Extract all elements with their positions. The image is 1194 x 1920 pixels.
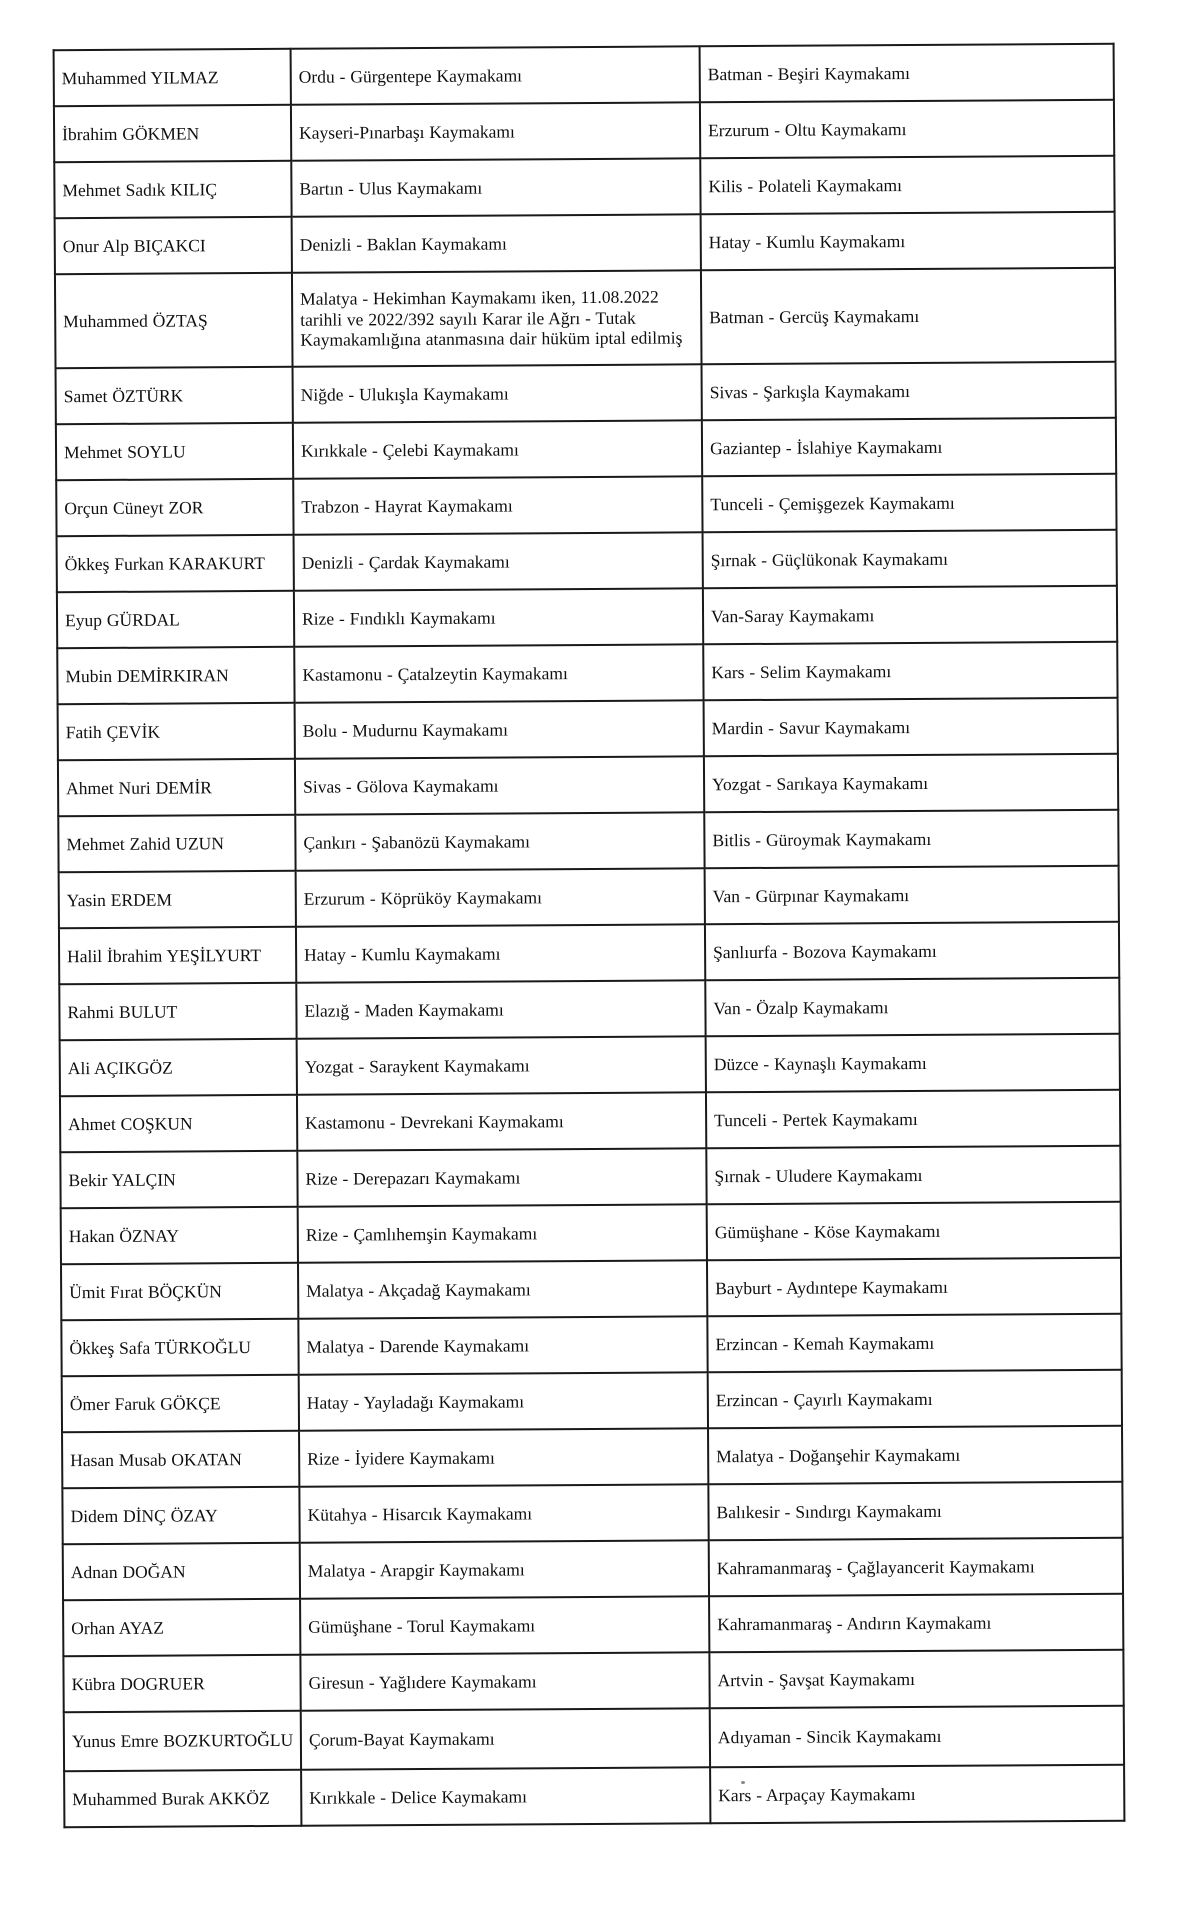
new-post-cell: Tunceli - Pertek Kaymakamı bbox=[706, 1090, 1120, 1149]
table-row bbox=[54, 100, 1114, 162]
official-name-cell: Ali AÇIKGÖZ bbox=[60, 1039, 297, 1096]
previous-post-cell: Rize - Çamlıhemşin Kaymakamı bbox=[298, 1204, 707, 1262]
new-post-cell: Şanlıurfa - Bozova Kaymakamı bbox=[705, 922, 1119, 981]
table-row bbox=[54, 156, 1114, 218]
new-post-cell: Hatay - Kumlu Kaymakamı bbox=[701, 212, 1115, 271]
previous-post-cell: Hatay - Kumlu Kaymakamı bbox=[296, 924, 705, 982]
table-row bbox=[56, 418, 1116, 480]
previous-post-cell: Malatya - Darende Kaymakamı bbox=[298, 1316, 707, 1374]
previous-post-cell: Kayseri-Pınarbaşı Kaymakamı bbox=[291, 102, 700, 160]
official-name-cell: Didem DİNÇ ÖZAY bbox=[62, 1487, 299, 1544]
new-post-cell: Kars - Selim Kaymakamı bbox=[703, 642, 1117, 701]
table-row bbox=[58, 810, 1118, 872]
table-row bbox=[57, 530, 1117, 592]
previous-post-cell: Kırıkkale - Delice Kaymakamı bbox=[301, 1767, 710, 1825]
new-post-cell: Gaziantep - İslahiye Kaymakamı bbox=[702, 418, 1116, 477]
previous-post-cell: Yozgat - Saraykent Kaymakamı bbox=[297, 1036, 706, 1094]
table-row bbox=[55, 268, 1116, 368]
official-name-cell: Bekir YALÇIN bbox=[60, 1151, 297, 1208]
new-post-cell: Balıkesir - Sındırgı Kaymakamı bbox=[708, 1482, 1122, 1541]
table-row bbox=[60, 1090, 1120, 1152]
new-post-cell: Van-Saray Kaymakamı bbox=[703, 586, 1117, 645]
previous-post-cell: Ordu - Gürgentepe Kaymakamı bbox=[291, 46, 700, 104]
previous-post-cell: Erzurum - Köprüköy Kaymakamı bbox=[296, 868, 705, 926]
previous-post-cell: Gümüşhane - Torul Kaymakamı bbox=[300, 1596, 709, 1654]
previous-post-cell: Elazığ - Maden Kaymakamı bbox=[296, 980, 705, 1038]
table-row bbox=[63, 1594, 1123, 1656]
table-row bbox=[62, 1426, 1122, 1488]
table-row bbox=[56, 362, 1116, 424]
new-post-cell: Kahramanmaraş - Andırın Kaymakamı bbox=[709, 1594, 1123, 1653]
new-post-cell: Yozgat - Sarıkaya Kaymakamı bbox=[704, 754, 1118, 813]
appointments-table-body bbox=[54, 44, 1125, 1827]
table-row bbox=[64, 1706, 1124, 1771]
official-name-cell: Mubin DEMİRKIRAN bbox=[57, 647, 294, 704]
table-row bbox=[63, 1538, 1123, 1600]
scan-speck bbox=[741, 1781, 745, 1784]
table-row bbox=[62, 1370, 1122, 1432]
previous-post-cell: Kastamonu - Çatalzeytin Kaymakamı bbox=[294, 644, 703, 702]
previous-post-cell: Sivas - Gölova Kaymakamı bbox=[295, 756, 704, 814]
new-post-cell: Van - Gürpınar Kaymakamı bbox=[705, 866, 1119, 925]
previous-post-cell: Malatya - Akçadağ Kaymakamı bbox=[298, 1260, 707, 1318]
new-post-cell: Kahramanmaraş - Çağlayancerit Kaymakamı bbox=[709, 1538, 1123, 1597]
official-name-cell: İbrahim GÖKMEN bbox=[54, 105, 291, 162]
previous-post-cell: Rize - Derepazarı Kaymakamı bbox=[297, 1148, 706, 1206]
new-post-cell: Sivas - Şarkışla Kaymakamı bbox=[702, 362, 1116, 421]
previous-post-cell: Bolu - Mudurnu Kaymakamı bbox=[295, 700, 704, 758]
new-post-cell: Bitlis - Güroymak Kaymakamı bbox=[704, 810, 1118, 869]
table-row bbox=[54, 44, 1114, 106]
previous-post-cell: Malatya - Hekimhan Kaymakamı iken, 11.08.2022 tarihli ve 2022/392 sayılı Karar ile Ağrı - Tutak Kaymakamlığına atanmasına dair hüküm iptal edilmiş bbox=[292, 270, 702, 366]
appointments-table-container bbox=[53, 43, 1126, 1828]
official-name-cell: Ökkeş Furkan KARAKURT bbox=[57, 535, 294, 592]
new-post-cell: Şırnak - Uludere Kaymakamı bbox=[706, 1146, 1120, 1205]
new-post-cell: Kilis - Polateli Kaymakamı bbox=[700, 156, 1114, 215]
table-row bbox=[59, 978, 1119, 1040]
new-post-cell: Erzincan - Kemah Kaymakamı bbox=[707, 1314, 1121, 1373]
previous-post-cell: Denizli - Baklan Kaymakamı bbox=[292, 214, 701, 272]
new-post-cell: Adıyaman - Sincik Kaymakamı bbox=[710, 1706, 1124, 1768]
official-name-cell: Hakan ÖZNAY bbox=[61, 1207, 298, 1264]
official-name-cell: Muhammed ÖZTAŞ bbox=[55, 273, 293, 368]
new-post-cell: Bayburt - Aydıntepe Kaymakamı bbox=[707, 1258, 1121, 1317]
official-name-cell: Ökkeş Safa TÜRKOĞLU bbox=[61, 1319, 298, 1376]
table-row bbox=[59, 922, 1119, 984]
official-name-cell: Muhammed Burak AKKÖZ bbox=[64, 1770, 301, 1827]
official-name-cell: Mehmet SOYLU bbox=[56, 423, 293, 480]
new-post-cell: Malatya - Doğanşehir Kaymakamı bbox=[708, 1426, 1122, 1485]
official-name-cell: Muhammed YILMAZ bbox=[54, 49, 291, 106]
table-row bbox=[58, 698, 1118, 760]
official-name-cell: Ümit Fırat BÖÇKÜN bbox=[61, 1263, 298, 1320]
official-name-cell: Orhan AYAZ bbox=[63, 1599, 300, 1656]
official-name-cell: Mehmet Zahid UZUN bbox=[58, 815, 295, 872]
table-row bbox=[63, 1650, 1123, 1712]
official-name-cell: Rahmi BULUT bbox=[59, 983, 296, 1040]
official-name-cell: Orçun Cüneyt ZOR bbox=[56, 479, 293, 536]
official-name-cell: Yunus Emre BOZKURTOĞLU bbox=[64, 1711, 301, 1771]
table-row bbox=[59, 866, 1119, 928]
official-name-cell: Fatih ÇEVİK bbox=[58, 703, 295, 760]
previous-post-cell: Çankırı - Şabanözü Kaymakamı bbox=[295, 812, 704, 870]
new-post-cell: Kars - Arpaçay Kaymakamı bbox=[710, 1765, 1124, 1824]
new-post-cell: Erzurum - Oltu Kaymakamı bbox=[700, 100, 1114, 159]
table-row bbox=[60, 1146, 1120, 1208]
appointments-table bbox=[53, 43, 1126, 1828]
new-post-cell: Tunceli - Çemişgezek Kaymakamı bbox=[702, 474, 1116, 533]
new-post-cell: Artvin - Şavşat Kaymakamı bbox=[709, 1650, 1123, 1709]
new-post-cell: Gümüşhane - Köse Kaymakamı bbox=[707, 1202, 1121, 1261]
table-row bbox=[62, 1482, 1122, 1544]
official-name-cell: Kübra DOGRUER bbox=[63, 1655, 300, 1712]
previous-post-cell: Bartın - Ulus Kaymakamı bbox=[291, 158, 700, 216]
new-post-cell: Batman - Gercüş Kaymakamı bbox=[701, 268, 1116, 365]
table-row bbox=[64, 1765, 1124, 1827]
official-name-cell: Ahmet COŞKUN bbox=[60, 1095, 297, 1152]
table-row bbox=[61, 1202, 1121, 1264]
previous-post-cell: Çorum-Bayat Kaymakamı bbox=[301, 1708, 710, 1769]
official-name-cell: Eyup GÜRDAL bbox=[57, 591, 294, 648]
previous-post-cell: Trabzon - Hayrat Kaymakamı bbox=[293, 476, 702, 534]
previous-post-cell: Kırıkkale - Çelebi Kaymakamı bbox=[293, 420, 702, 478]
new-post-cell: Batman - Beşiri Kaymakamı bbox=[700, 44, 1114, 103]
official-name-cell: Halil İbrahim YEŞİLYURT bbox=[59, 927, 296, 984]
official-name-cell: Ömer Faruk GÖKÇE bbox=[62, 1375, 299, 1432]
table-row bbox=[57, 586, 1117, 648]
previous-post-cell: Denizli - Çardak Kaymakamı bbox=[294, 532, 703, 590]
table-row bbox=[56, 474, 1116, 536]
new-post-cell: Düzce - Kaynaşlı Kaymakamı bbox=[706, 1034, 1120, 1093]
new-post-cell: Erzincan - Çayırlı Kaymakamı bbox=[708, 1370, 1122, 1429]
previous-post-cell: Hatay - Yayladağı Kaymakamı bbox=[299, 1372, 708, 1430]
official-name-cell: Samet ÖZTÜRK bbox=[56, 367, 293, 424]
official-name-cell: Hasan Musab OKATAN bbox=[62, 1431, 299, 1488]
previous-post-cell: Niğde - Ulukışla Kaymakamı bbox=[293, 364, 702, 422]
previous-post-cell: Rize - İyidere Kaymakamı bbox=[299, 1428, 708, 1486]
official-name-cell: Mehmet Sadık KILIÇ bbox=[54, 161, 291, 218]
table-row bbox=[61, 1258, 1121, 1320]
previous-post-cell: Malatya - Arapgir Kaymakamı bbox=[300, 1540, 709, 1598]
table-row bbox=[58, 754, 1118, 816]
previous-post-cell: Kastamonu - Devrekani Kaymakamı bbox=[297, 1092, 706, 1150]
new-post-cell: Şırnak - Güçlükonak Kaymakamı bbox=[703, 530, 1117, 589]
previous-post-cell: Rize - Fındıklı Kaymakamı bbox=[294, 588, 703, 646]
official-name-cell: Onur Alp BIÇAKCI bbox=[55, 217, 292, 274]
new-post-cell: Van - Özalp Kaymakamı bbox=[705, 978, 1119, 1037]
official-name-cell: Yasin ERDEM bbox=[59, 871, 296, 928]
table-row bbox=[60, 1034, 1120, 1096]
table-row bbox=[57, 642, 1117, 704]
new-post-cell: Mardin - Savur Kaymakamı bbox=[704, 698, 1118, 757]
table-row bbox=[61, 1314, 1121, 1376]
previous-post-cell: Kütahya - Hisarcık Kaymakamı bbox=[299, 1484, 708, 1542]
official-name-cell: Ahmet Nuri DEMİR bbox=[58, 759, 295, 816]
table-row bbox=[55, 212, 1115, 274]
official-name-cell: Adnan DOĞAN bbox=[63, 1543, 300, 1600]
previous-post-cell: Giresun - Yağlıdere Kaymakamı bbox=[300, 1652, 709, 1710]
